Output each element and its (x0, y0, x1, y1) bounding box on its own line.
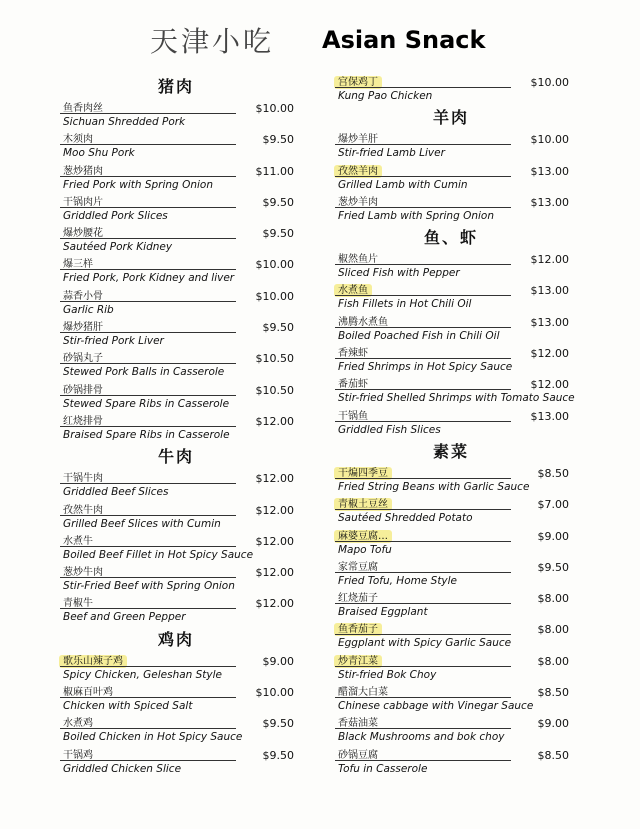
dish-name-english: Beef and Green Pepper (63, 611, 186, 624)
dish-name-english: Chicken with Spiced Salt (63, 700, 193, 713)
menu-item (58, 684, 294, 715)
dish-name-chinese: 香菇油菜 (338, 718, 378, 730)
dish-name-chinese: 红烧茄子 (338, 593, 378, 605)
dish-name-chinese: 青椒牛 (63, 598, 93, 610)
dish-name-english: Black Mushrooms and bok choy (338, 731, 505, 744)
dish-name-english: Fish Fillets in Hot Chili Oil (338, 298, 472, 311)
section-heading: 羊肉 (432, 108, 469, 128)
dish-name-chinese: 歌乐山辣子鸡 (59, 655, 127, 668)
dish-name-chinese: 干锅鸡 (63, 749, 93, 761)
dish-price: $8.50 (537, 686, 569, 700)
dish-price: $7.00 (537, 498, 569, 512)
menu-item (58, 502, 294, 533)
underline-rule (60, 301, 236, 302)
dish-price: $9.50 (262, 717, 294, 731)
dish-name-english: Moo Shu Pork (63, 147, 135, 160)
dish-price: $10.00 (255, 289, 294, 303)
menu-item (58, 564, 294, 595)
menu-item (58, 194, 294, 225)
dish-name-chinese: 孜然羊肉 (334, 165, 382, 178)
dish-name-chinese: 醋溜大白菜 (338, 687, 388, 699)
dish-price: $12.00 (255, 597, 294, 611)
dish-price: $9.50 (262, 195, 294, 209)
dish-name-chinese: 孜然牛肉 (63, 504, 103, 516)
underline-rule (60, 483, 236, 484)
menu-item (333, 684, 569, 715)
dish-name-chinese: 葱炒牛肉 (63, 567, 103, 579)
dish-name-english: Griddled Beef Slices (63, 486, 169, 499)
dish-name-english: Sautéed Pork Kidney (63, 241, 173, 254)
dish-price: $8.00 (537, 654, 569, 668)
dish-name-english: Stewed Pork Balls in Casserole (63, 366, 225, 379)
underline-rule (60, 363, 236, 364)
underline-rule (60, 207, 236, 208)
dish-name-english: Kung Pao Chicken (338, 90, 433, 102)
dish-name-chinese: 砂锅丸子 (63, 353, 103, 365)
dish-name-chinese: 椒麻百叶鸡 (63, 687, 113, 699)
menu-item (58, 319, 294, 350)
dish-price: $9.50 (262, 227, 294, 241)
underline-rule (60, 395, 236, 396)
dish-name-english: Tofu in Casserole (338, 762, 428, 775)
underline-rule (60, 760, 236, 761)
underline-rule (335, 634, 511, 635)
dish-price: $9.50 (262, 321, 294, 335)
menu-item (333, 194, 569, 225)
underline-rule (335, 207, 511, 208)
underline-rule (335, 509, 511, 510)
dish-name-chinese: 炒青江菜 (334, 655, 382, 668)
underline-rule (60, 666, 236, 667)
underline-rule (60, 238, 236, 239)
section-heading: 牛肉 (157, 447, 194, 467)
underline-rule (335, 264, 511, 265)
dish-name-english: Fried Pork with Spring Onion (63, 178, 213, 191)
dish-price: $12.00 (255, 534, 294, 548)
dish-price: $10.50 (255, 352, 294, 366)
dish-name-chinese: 木须肉 (63, 134, 93, 146)
section-heading: 鸡肉 (157, 629, 194, 649)
dish-name-english: Griddled Pork Slices (63, 209, 168, 222)
menu-item (333, 314, 569, 345)
dish-price: $12.00 (255, 472, 294, 486)
menu-item (333, 496, 569, 527)
menu-item (333, 131, 569, 162)
dish-price: $10.00 (255, 686, 294, 700)
menu-title-chinese: 天津小吃 (150, 25, 275, 58)
dish-price: $8.00 (537, 592, 569, 606)
menu-title-english: Asian Snack (322, 26, 486, 54)
dish-name-english: Fried Shrimps in Hot Spicy Sauce (338, 361, 513, 374)
menu-item (333, 282, 569, 313)
menu-item (333, 408, 569, 439)
dish-name-chinese: 爆炒腰花 (63, 228, 103, 240)
dish-name-chinese: 干锅牛肉 (63, 473, 103, 485)
dish-price: $8.50 (537, 466, 569, 480)
dish-name-chinese: 水煮牛 (63, 535, 93, 547)
dish-name-english: Fried String Beans with Garlic Sauce (338, 480, 530, 493)
dish-name-english: Garlic Rib (63, 303, 114, 316)
dish-name-chinese: 砂锅豆腐 (338, 749, 378, 761)
dish-price: $10.00 (255, 258, 294, 272)
dish-name-chinese: 干煸四季豆 (334, 467, 392, 480)
dish-name-chinese: 鱼香肉丝 (63, 103, 103, 114)
dish-name-chinese: 葱炒猪肉 (63, 165, 103, 177)
underline-rule (335, 760, 511, 761)
dish-name-english: Stir-fried Bok Choy (338, 668, 437, 681)
menu-item (333, 376, 575, 407)
dish-name-chinese: 椒然鱼片 (338, 254, 378, 266)
right-column (333, 74, 575, 778)
menu-item (58, 350, 294, 381)
underline-rule (60, 426, 236, 427)
dish-name-english: Boiled Beef Fillet in Hot Spicy Sauce (63, 548, 254, 561)
underline-rule (335, 327, 511, 328)
dish-name-english: Spicy Chicken, Geleshan Style (63, 668, 223, 681)
menu-item (333, 528, 569, 559)
menu-item (58, 100, 294, 131)
underline-rule (60, 176, 236, 177)
underline-rule (335, 541, 511, 542)
menu-item (58, 413, 294, 444)
dish-name-english: Boiled Chicken in Hot Spicy Sauce (63, 731, 243, 744)
menu-item (58, 256, 294, 287)
dish-price: $13.00 (530, 284, 569, 298)
dish-name-english: Sliced Fish with Pepper (338, 267, 460, 280)
dish-price: $10.00 (530, 133, 569, 147)
menu-item (333, 163, 569, 194)
menu-item (333, 465, 569, 496)
dish-name-english: Braised Spare Ribs in Casserole (63, 428, 230, 441)
menu-item (58, 225, 294, 256)
underline-rule (335, 728, 511, 729)
dish-price: $9.00 (262, 654, 294, 668)
dish-price: $9.50 (262, 748, 294, 762)
underline-rule (335, 389, 511, 390)
menu-item (333, 715, 569, 746)
dish-name-chinese: 水煮鱼 (334, 284, 372, 297)
dish-name-english: Boiled Poached Fish in Chili Oil (338, 329, 500, 342)
dish-price: $10.00 (255, 102, 294, 115)
dish-name-english: Stir-fried Lamb Liver (338, 147, 445, 160)
menu-item (333, 559, 569, 590)
dish-name-chinese: 干锅肉片 (63, 196, 103, 208)
dish-price: $11.00 (255, 164, 294, 178)
dish-name-chinese: 红烧排骨 (63, 415, 103, 427)
menu-item (58, 382, 294, 413)
dish-name-chinese: 爆炒羊肝 (338, 134, 378, 146)
menu-item (58, 595, 294, 626)
dish-price: $10.50 (255, 383, 294, 397)
underline-rule (335, 421, 511, 422)
dish-name-english: Griddled Chicken Slice (63, 762, 182, 775)
dish-name-chinese: 鱼香茄子 (334, 623, 382, 636)
dish-price: $12.00 (530, 347, 569, 361)
dish-price: $12.00 (255, 566, 294, 580)
dish-price: $9.50 (537, 560, 569, 574)
dish-name-english: Fried Lamb with Spring Onion (338, 209, 495, 222)
underline-rule (60, 697, 236, 698)
underline-rule (60, 515, 236, 516)
dish-name-chinese: 爆三样 (63, 259, 93, 271)
dish-name-chinese: 水煮鸡 (63, 718, 93, 730)
section-heading: 鱼、虾 (423, 228, 478, 248)
menu-item (333, 621, 569, 652)
dish-price: $8.00 (537, 623, 569, 637)
section-heading: 猪肉 (157, 77, 194, 96)
underline-rule (335, 572, 511, 573)
menu-item (58, 533, 294, 564)
menu-item (58, 131, 294, 162)
underline-rule (60, 728, 236, 729)
dish-name-english: Sichuan Shredded Pork (63, 116, 186, 128)
menu-item (58, 288, 294, 319)
underline-rule (335, 666, 511, 667)
underline-rule (60, 577, 236, 578)
underline-rule (335, 603, 511, 604)
dish-name-chinese: 葱炒羊肉 (338, 196, 378, 208)
dish-name-english: Braised Eggplant (338, 606, 428, 619)
menu-item (58, 747, 294, 778)
dish-name-english: Fried Tofu, Home Style (338, 574, 458, 587)
dish-name-english: Stir-fried Shelled Shrimps with Tomato Sauce (338, 392, 575, 405)
menu-item (333, 345, 569, 376)
dish-name-chinese: 砂锅排骨 (63, 384, 103, 396)
menu-item (333, 747, 569, 778)
dish-name-english: Stir-Fried Beef with Spring Onion (63, 580, 235, 593)
dish-price: $13.00 (530, 164, 569, 178)
dish-name-english: Eggplant with Spicy Garlic Sauce (338, 637, 512, 650)
dish-name-english: Griddled Fish Slices (338, 423, 441, 436)
dish-name-chinese: 番茄虾 (338, 379, 368, 391)
dish-name-english: Mapo Tofu (338, 543, 392, 556)
menu-item (333, 251, 569, 282)
dish-price: $9.50 (262, 133, 294, 147)
dish-price: $12.00 (530, 378, 569, 392)
dish-price: $8.50 (537, 748, 569, 762)
underline-rule (335, 144, 511, 145)
dish-name-chinese: 宫保鸡丁 (334, 76, 382, 89)
menu-item (58, 715, 294, 746)
dish-name-chinese: 麻婆豆腐… (334, 530, 392, 543)
dish-name-english: Stewed Spare Ribs in Casserole (63, 397, 230, 410)
dish-price: $9.00 (537, 529, 569, 543)
underline-rule (335, 478, 511, 479)
underline-rule (335, 295, 511, 296)
dish-name-chinese: 沸腾水煮鱼 (338, 316, 388, 328)
menu-item (333, 653, 569, 684)
menu-item (333, 590, 569, 621)
left-column (58, 74, 294, 778)
underline-rule (60, 144, 236, 145)
dish-name-chinese: 干锅鱼 (338, 410, 368, 422)
dish-price: $13.00 (530, 315, 569, 329)
menu-item (58, 470, 294, 501)
underline-rule (335, 176, 511, 177)
underline-rule (60, 113, 236, 114)
dish-price: $12.00 (530, 253, 569, 267)
dish-name-english: Fried Pork, Pork Kidney and liver (63, 272, 235, 285)
menu-item (333, 74, 569, 105)
menu-item (58, 163, 294, 194)
dish-price: $13.00 (530, 409, 569, 423)
dish-name-english: Sautéed Shredded Potato (338, 512, 473, 525)
dish-name-english: Stir-fried Pork Liver (63, 335, 164, 348)
dish-name-chinese: 蒜香小骨 (63, 290, 103, 302)
dish-name-english: Grilled Lamb with Cumin (338, 178, 468, 191)
dish-name-chinese: 爆炒猪肝 (63, 322, 103, 334)
underline-rule (335, 358, 511, 359)
underline-rule (335, 697, 511, 698)
dish-name-english: Chinese cabbage with Vinegar Sauce (338, 700, 534, 713)
underline-rule (60, 269, 236, 270)
dish-name-chinese: 青椒土豆丝 (334, 498, 392, 511)
menu-item (58, 653, 294, 684)
dish-price: $12.00 (255, 503, 294, 517)
dish-name-chinese: 家常豆腐 (338, 561, 378, 573)
underline-rule (60, 332, 236, 333)
dish-name-english: Grilled Beef Slices with Cumin (63, 517, 221, 530)
underline-rule (60, 608, 236, 609)
dish-price: $13.00 (530, 195, 569, 209)
underline-rule (60, 546, 236, 547)
dish-price: $12.00 (255, 414, 294, 428)
underline-rule (335, 87, 511, 88)
dish-price: $10.00 (530, 76, 569, 89)
dish-name-chinese: 香辣虾 (338, 348, 368, 360)
dish-price: $9.00 (537, 717, 569, 731)
section-heading: 素菜 (432, 441, 469, 461)
